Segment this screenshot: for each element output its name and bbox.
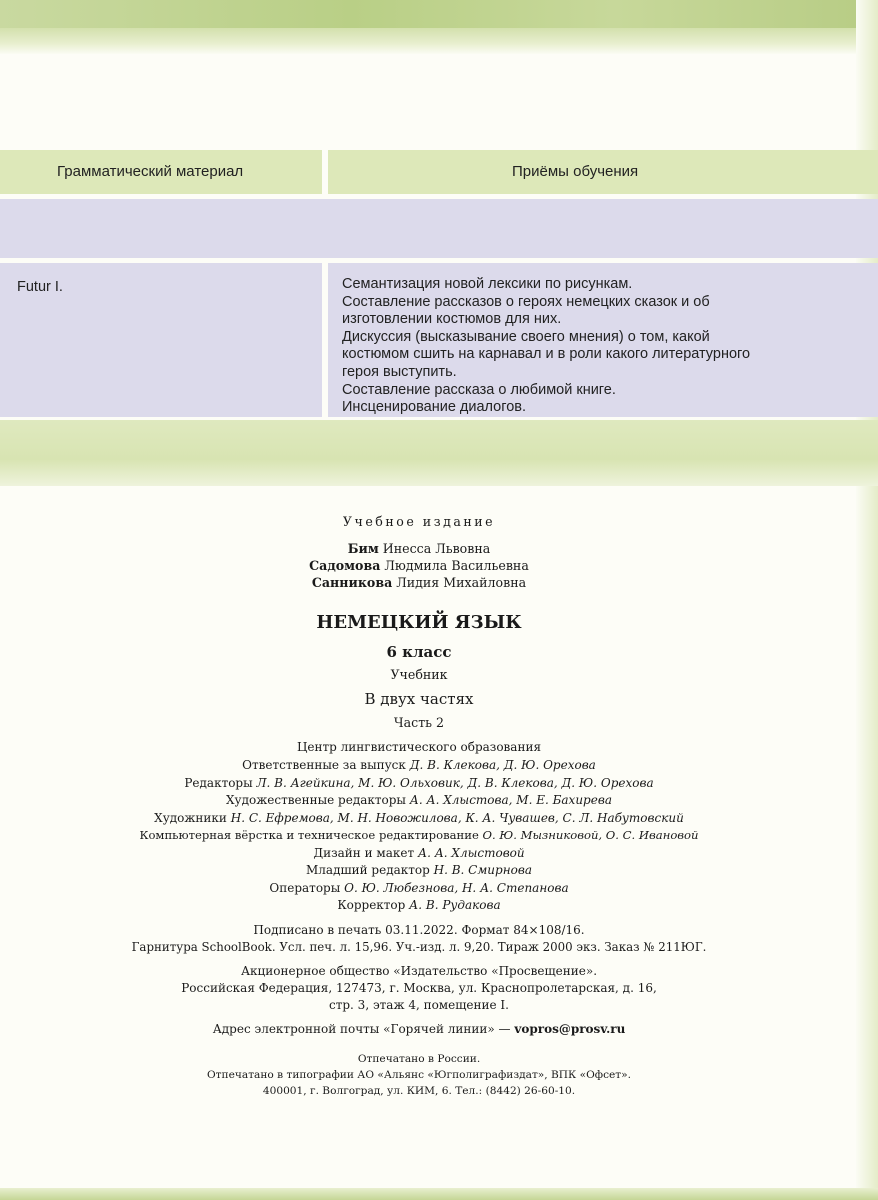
methods-line: костюмом сшить на карнавал и в роли какого литературного bbox=[342, 346, 751, 363]
book-grade: 6 класс bbox=[386, 643, 452, 661]
hotline-email[interactable]: vopros@prosv.ru bbox=[514, 1022, 626, 1036]
methods-line: изготовлении костюмов для них. bbox=[342, 311, 562, 328]
table-header-grammar-label: Грамматический материал bbox=[57, 163, 244, 180]
publisher-info: стр. 3, этаж 4, помещение I. bbox=[329, 998, 509, 1012]
methods-line: Составление рассказов о героях немецких сказок и об bbox=[342, 293, 710, 310]
table-header-methods-label: Приёмы обучения bbox=[512, 163, 639, 180]
book-title: НЕМЕЦКИЙ ЯЗЫК bbox=[316, 612, 522, 633]
table-header-methods bbox=[328, 150, 878, 194]
top-decor-band bbox=[0, 0, 878, 28]
print-info: Гарнитура SchoolBook. Усл. печ. л. 15,96. Уч.-изд. л. 9,20. Тираж 2000 экз. Заказ № 211ЮГ. bbox=[131, 940, 707, 954]
credit-line: Корректор А. В. Рудакова bbox=[337, 898, 501, 912]
book-part: Часть 2 bbox=[393, 715, 445, 730]
credit-line: Операторы О. Ю. Любезнова, Н. А. Степанова bbox=[269, 881, 569, 895]
book-kind: Учебник bbox=[390, 667, 448, 682]
bottom-decor-band bbox=[0, 1188, 878, 1200]
methods-cell-text bbox=[342, 276, 832, 417]
credit-line: Дизайн и макет А. А. Хлыстовой bbox=[313, 846, 525, 860]
author-line: Санникова Лидия Михайловна bbox=[311, 575, 527, 590]
book-parts: В двух частях bbox=[364, 690, 474, 708]
publisher-info: Акционерное общество «Издательство «Просвещение». bbox=[240, 964, 598, 978]
printed-in: Отпечатано в России. bbox=[357, 1053, 481, 1065]
credit-line: Редакторы Л. В. Агейкина, М. Ю. Ольховик, Д. В. Клекова, Д. Ю. Орехова bbox=[184, 776, 654, 790]
credit-line: Художественные редакторы А. А. Хлыстова, М. Е. Бахирева bbox=[226, 793, 612, 807]
credit-line: Младший редактор Н. В. Смирнова bbox=[306, 863, 532, 877]
author-line: Садомова Людмила Васильевна bbox=[309, 558, 529, 573]
credit-line: Художники Н. С. Ефремова, М. Н. Новожилова, К. А. Чувашев, С. Л. Набутовский bbox=[154, 811, 684, 825]
methods-line: героя выступить. bbox=[342, 363, 457, 380]
methods-line: Инсценирование диалогов. bbox=[342, 399, 527, 416]
methods-line: Дискуссия (высказывание своего мнения) о том, какой bbox=[342, 328, 710, 345]
publisher-info: Российская Федерация, 127473, г. Москва, ул. Краснопролетарская, д. 16, bbox=[181, 981, 657, 995]
methods-line: Семантизация новой лексики по рисункам. bbox=[342, 276, 633, 292]
edition-type: Учебное издание bbox=[342, 514, 496, 529]
print-info: Подписано в печать 03.11.2022. Формат 84×108/16. bbox=[253, 923, 585, 937]
printer-info: 400001, г. Волгоград, ул. КИМ, 6. Тел.: (8442) 26-60-10. bbox=[262, 1085, 576, 1097]
methods-line: Составление рассказа о любимой книге. bbox=[342, 381, 616, 398]
hotline-email-line: Адрес электронной почты «Горячей линии» — vopros@prosv.ru bbox=[212, 1022, 626, 1036]
credit-line: Ответственные за выпуск Д. В. Клекова, Д. Ю. Орехова bbox=[242, 758, 596, 772]
credit-line: Компьютерная вёрстка и техническое редактирование О. Ю. Мызниковой, О. С. Ивановой bbox=[139, 828, 699, 842]
printer-info: Отпечатано в типографии АО «Альянс «Югполиграфиздат», ВПК «Офсет». bbox=[207, 1069, 631, 1081]
green-divider-band bbox=[0, 420, 878, 486]
table-row-empty bbox=[0, 199, 878, 258]
author-line: Бим Инесса Львовна bbox=[347, 541, 491, 556]
table-header-grammar bbox=[0, 150, 322, 194]
edu-center: Центр лингвистического образования bbox=[296, 740, 542, 754]
top-decor-fade bbox=[0, 28, 878, 54]
grammar-cell-text: Futur I. bbox=[17, 279, 63, 295]
